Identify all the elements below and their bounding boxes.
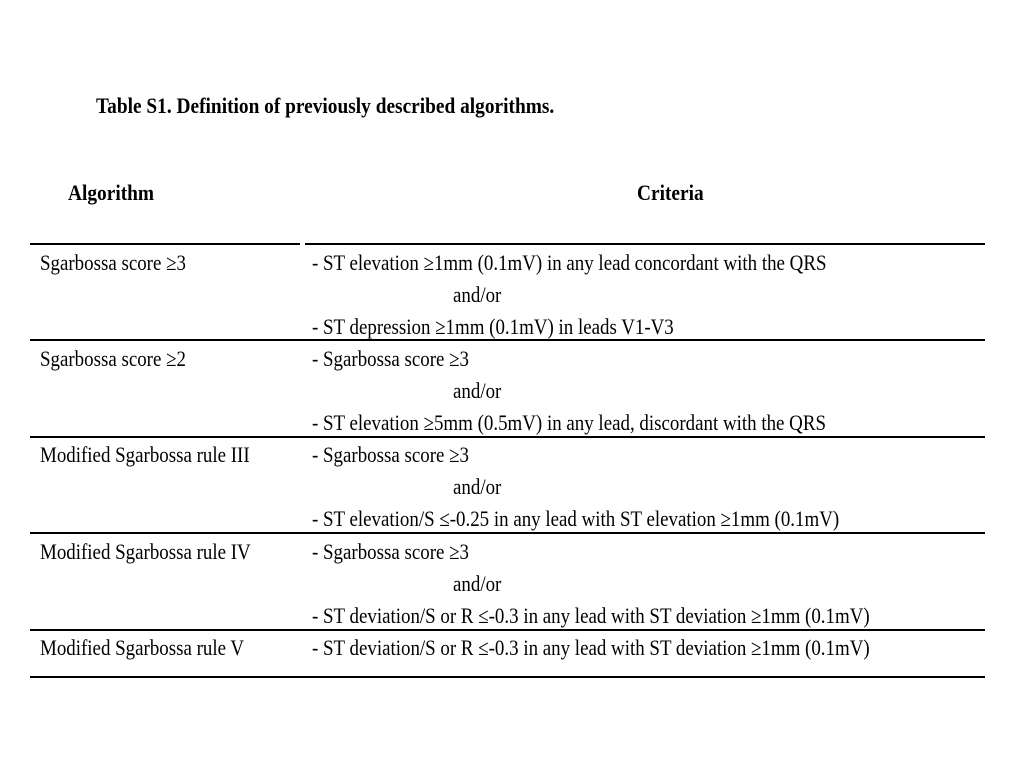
row-divider (30, 532, 985, 534)
header-algorithm: Algorithm (68, 180, 155, 205)
criteria-line: - Sgarbossa score ≥3 (312, 346, 469, 371)
algorithm-cell: Modified Sgarbossa rule V (40, 635, 245, 660)
algorithm-cell: Sgarbossa score ≥2 (40, 346, 186, 371)
criteria-line: - ST elevation ≥1mm (0.1mV) in any lead concordant with the QRS (312, 250, 827, 275)
criteria-connector: and/or (453, 571, 502, 596)
criteria-connector: and/or (453, 474, 502, 499)
table-bottom-rule (30, 676, 985, 678)
header-rule-right (305, 243, 985, 245)
criteria-line: - ST deviation/S or R ≤-0.3 in any lead with ST deviation ≥1mm (0.1mV) (312, 603, 870, 628)
criteria-line: - Sgarbossa score ≥3 (312, 442, 469, 467)
criteria-connector: and/or (453, 378, 502, 403)
criteria-line: - Sgarbossa score ≥3 (312, 539, 469, 564)
criteria-connector: and/or (453, 282, 502, 307)
criteria-line: - ST depression ≥1mm (0.1mV) in leads V1-V3 (312, 314, 674, 339)
header-criteria: Criteria (637, 180, 704, 205)
algorithm-cell: Modified Sgarbossa rule III (40, 442, 250, 467)
algorithm-cell: Modified Sgarbossa rule IV (40, 539, 251, 564)
row-divider (30, 436, 985, 438)
criteria-line: - ST deviation/S or R ≤-0.3 in any lead with ST deviation ≥1mm (0.1mV) (312, 635, 870, 660)
header-rule-left (30, 243, 300, 245)
table-title: Table S1. Definition of previously described algorithms. (96, 93, 555, 118)
criteria-line: - ST elevation ≥5mm (0.5mV) in any lead, discordant with the QRS (312, 410, 826, 435)
row-divider (30, 629, 985, 631)
criteria-line: - ST elevation/S ≤-0.25 in any lead with ST elevation ≥1mm (0.1mV) (312, 506, 840, 531)
algorithm-cell: Sgarbossa score ≥3 (40, 250, 186, 275)
